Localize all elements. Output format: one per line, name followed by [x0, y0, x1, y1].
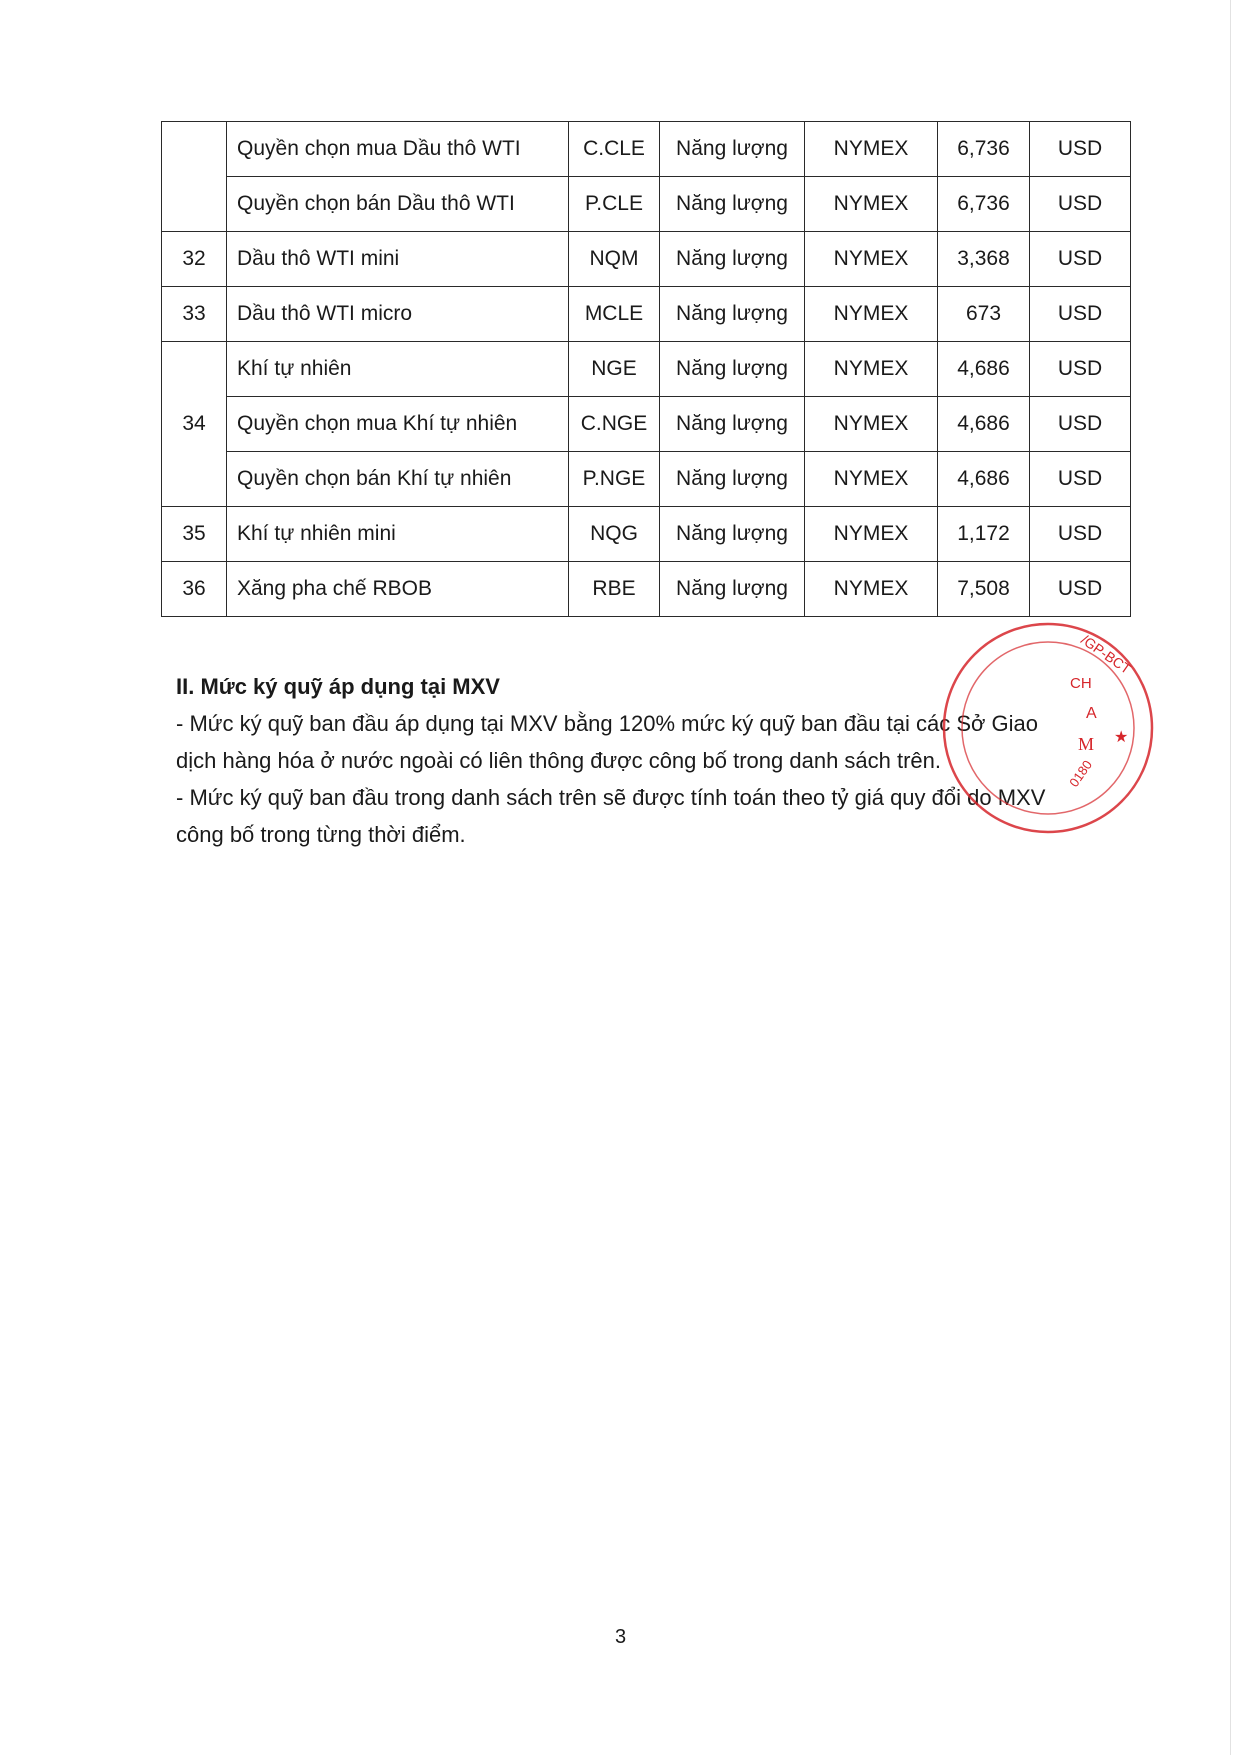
bullet-2-line-2: công bố trong từng thời điểm. — [176, 822, 466, 847]
bullet-1-line-2: dịch hàng hóa ở nước ngoài có liên thông được công bố trong danh sách trên. — [176, 748, 942, 773]
product-group-cell: Năng lượng — [660, 342, 805, 397]
exchange-cell: NYMEX — [805, 397, 938, 452]
margin-cell: 4,686 — [938, 342, 1030, 397]
product-group-cell: Năng lượng — [660, 122, 805, 177]
exchange-cell: NYMEX — [805, 232, 938, 287]
margin-cell: 7,508 — [938, 562, 1030, 617]
currency-cell: USD — [1030, 507, 1131, 562]
exchange-cell: NYMEX — [805, 177, 938, 232]
product-name-cell: Quyền chọn mua Dầu thô WTI — [227, 122, 569, 177]
margin-cell: 6,736 — [938, 177, 1030, 232]
exchange-cell: NYMEX — [805, 342, 938, 397]
product-group-cell: Năng lượng — [660, 177, 805, 232]
product-group-cell: Năng lượng — [660, 232, 805, 287]
table-row — [162, 507, 1131, 562]
seal-star-icon: ★ — [1114, 727, 1129, 746]
row-number-cell — [162, 122, 227, 232]
product-name-cell: Quyền chọn mua Khí tự nhiên — [227, 397, 569, 452]
currency-cell: USD — [1030, 122, 1131, 177]
seal-text-bottom: 0180 — [1066, 757, 1096, 790]
row-number-cell: 32 — [162, 232, 227, 287]
product-code-cell: NQG — [569, 507, 660, 562]
product-group-cell: Năng lượng — [660, 507, 805, 562]
product-name-cell: Dầu thô WTI micro — [227, 287, 569, 342]
product-code-cell: P.CLE — [569, 177, 660, 232]
row-number-cell: 34 — [162, 342, 227, 507]
margin-cell: 3,368 — [938, 232, 1030, 287]
product-group-cell: Năng lượng — [660, 397, 805, 452]
product-name-cell: Khí tự nhiên mini — [227, 507, 569, 562]
table-row — [162, 452, 1131, 507]
margin-policy-section — [176, 668, 1076, 853]
product-code-cell: RBE — [569, 562, 660, 617]
currency-cell: USD — [1030, 177, 1131, 232]
seal-text-mid1: CH — [1070, 675, 1092, 692]
page-edge-line — [1230, 0, 1231, 1755]
table-row — [162, 177, 1131, 232]
currency-cell: USD — [1030, 452, 1131, 507]
currency-cell: USD — [1030, 397, 1131, 452]
exchange-cell: NYMEX — [805, 122, 938, 177]
table-row — [162, 287, 1131, 342]
currency-cell: USD — [1030, 342, 1131, 397]
product-code-cell: P.NGE — [569, 452, 660, 507]
margin-cell: 4,686 — [938, 452, 1030, 507]
margin-cell: 673 — [938, 287, 1030, 342]
row-number-cell: 36 — [162, 562, 227, 617]
table-row — [162, 122, 1131, 177]
product-name-cell: Xăng pha chế RBOB — [227, 562, 569, 617]
section-heading: II. Mức ký quỹ áp dụng tại MXV — [176, 674, 500, 699]
product-group-cell: Năng lượng — [660, 287, 805, 342]
product-name-cell: Dầu thô WTI mini — [227, 232, 569, 287]
product-code-cell: NQM — [569, 232, 660, 287]
currency-cell: USD — [1030, 232, 1131, 287]
product-code-cell: C.NGE — [569, 397, 660, 452]
table-row — [162, 397, 1131, 452]
page-number: 3 — [614, 1626, 627, 1648]
seal-text-mid2: A — [1086, 705, 1097, 722]
product-group-cell: Năng lượng — [660, 452, 805, 507]
margin-cell: 6,736 — [938, 122, 1030, 177]
product-name-cell: Khí tự nhiên — [227, 342, 569, 397]
product-name-cell: Quyền chọn bán Khí tự nhiên — [227, 452, 569, 507]
exchange-cell: NYMEX — [805, 507, 938, 562]
seal-text-mid3: M — [1078, 734, 1095, 754]
bullet-2-line-1: - Mức ký quỹ ban đầu trong danh sách trên sẽ được tính toán theo tỷ giá quy đổi do MXV — [176, 785, 1046, 810]
seal-text-top: /GP-BCT — [1078, 631, 1134, 678]
bullet-1-line-1: - Mức ký quỹ ban đầu áp dụng tại MXV bằng 120% mức ký quỹ ban đầu tại các Sở Giao — [176, 711, 1039, 736]
margin-cell: 1,172 — [938, 507, 1030, 562]
product-code-cell: NGE — [569, 342, 660, 397]
exchange-cell: NYMEX — [805, 452, 938, 507]
table-row — [162, 562, 1131, 617]
margin-table — [161, 121, 1131, 617]
row-number-cell: 35 — [162, 507, 227, 562]
currency-cell: USD — [1030, 562, 1131, 617]
product-group-cell: Năng lượng — [660, 562, 805, 617]
exchange-cell: NYMEX — [805, 287, 938, 342]
margin-cell: 4,686 — [938, 397, 1030, 452]
row-number-cell: 33 — [162, 287, 227, 342]
product-code-cell: MCLE — [569, 287, 660, 342]
currency-cell: USD — [1030, 287, 1131, 342]
table-row — [162, 342, 1131, 397]
table-row — [162, 232, 1131, 287]
product-name-cell: Quyền chọn bán Dầu thô WTI — [227, 177, 569, 232]
exchange-cell: NYMEX — [805, 562, 938, 617]
product-code-cell: C.CLE — [569, 122, 660, 177]
